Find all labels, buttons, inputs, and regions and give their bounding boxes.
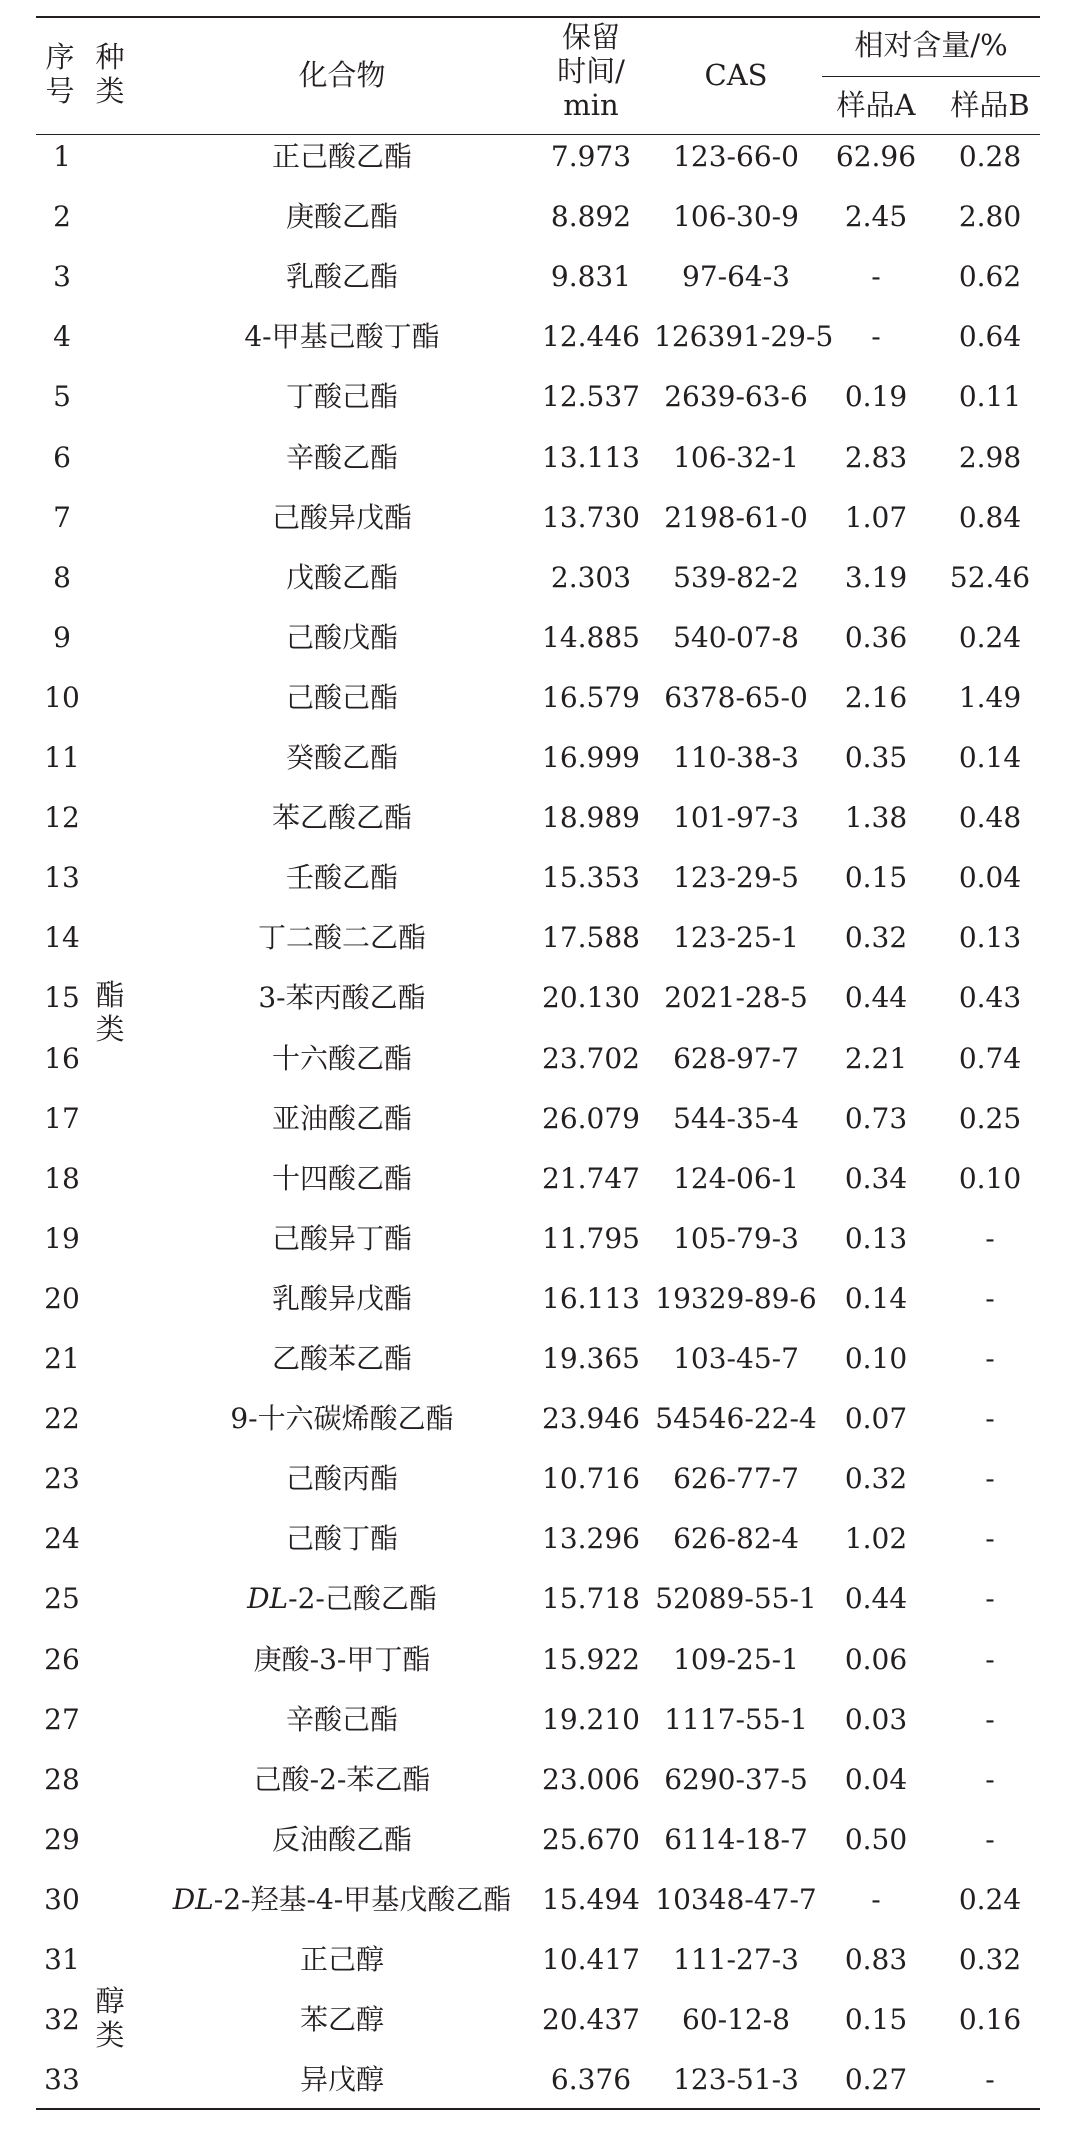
compound-label: 辛酸己酯 — [285, 1703, 398, 1736]
compound-label: 己酸己酯 — [285, 681, 398, 714]
row-number: 10 — [44, 681, 80, 714]
compound-name — [140, 1402, 544, 1436]
cas-number: 6378-65-0 — [664, 681, 808, 714]
compound-label: 乳酸异戊酯 — [271, 1282, 412, 1315]
category-esters-line1: 酯 — [95, 978, 125, 1012]
header-retention-line1: 保留 — [561, 20, 620, 54]
compound-name — [140, 1763, 544, 1797]
row-number: 32 — [44, 2003, 80, 2036]
row-number: 8 — [53, 561, 71, 594]
compound-label: 十四酸乙酯 — [271, 1162, 412, 1195]
compound-label: 庚酸-3-甲丁酯 — [253, 1643, 431, 1676]
retention-time: 17.588 — [542, 921, 640, 954]
sample-b-value: - — [985, 1402, 995, 1435]
compound-label: 己酸异丁酯 — [271, 1222, 412, 1255]
compound-name — [140, 200, 544, 234]
retention-time: 20.130 — [542, 981, 640, 1014]
cas-number: 10348-47-7 — [655, 1883, 817, 1916]
cas-number: 103-45-7 — [673, 1342, 799, 1375]
sample-a-value: 0.04 — [844, 1763, 908, 1796]
cas-number: 539-82-2 — [673, 561, 799, 594]
retention-time: 21.747 — [542, 1162, 640, 1195]
cas-number: 628-97-7 — [673, 1042, 799, 1075]
row-number: 22 — [44, 1402, 80, 1435]
sample-b-value: 0.64 — [958, 320, 1022, 353]
cas-number: 6290-37-5 — [664, 1763, 808, 1796]
row-number: 7 — [53, 501, 71, 534]
sample-b-value: - — [985, 1823, 995, 1856]
row-number: 5 — [53, 380, 71, 413]
sample-b-value: - — [985, 2063, 995, 2096]
cas-number: 106-32-1 — [673, 441, 799, 474]
compound-name — [140, 1643, 544, 1677]
sample-a-value: 2.45 — [844, 200, 908, 233]
header-seq-line2: 号 — [45, 74, 75, 108]
compound-name — [140, 741, 544, 775]
category-esters-line2: 类 — [95, 1012, 125, 1046]
sample-a-value: 0.83 — [844, 1943, 908, 1976]
cas-number: 544-35-4 — [673, 1102, 799, 1135]
sample-a-value: 0.36 — [844, 621, 908, 654]
compound-name — [140, 921, 544, 955]
sample-b-value: - — [985, 1282, 995, 1315]
sample-b-value: 0.28 — [958, 140, 1022, 173]
compound-label: 己酸-2-苯乙酯 — [253, 1763, 431, 1796]
header-cas: CAS — [704, 58, 768, 92]
retention-time: 13.113 — [542, 441, 640, 474]
compound-name — [140, 1883, 544, 1917]
sample-b-value: 0.25 — [958, 1102, 1022, 1135]
cas-number: 124-06-1 — [673, 1162, 799, 1195]
row-number: 2 — [53, 200, 71, 233]
sample-b-value: 0.16 — [958, 2003, 1022, 2036]
cas-number: 109-25-1 — [673, 1643, 799, 1676]
retention-time: 8.892 — [550, 200, 632, 233]
compound-label: 丁二酸二乙酯 — [257, 921, 426, 954]
row-number: 26 — [44, 1643, 80, 1676]
sample-b-value: - — [985, 1763, 995, 1796]
row-number: 16 — [44, 1042, 80, 1075]
cas-number: 6114-18-7 — [664, 1823, 808, 1856]
retention-time: 15.494 — [542, 1883, 640, 1916]
sample-b-value: 2.98 — [958, 441, 1022, 474]
row-number: 4 — [53, 320, 71, 353]
compound-name — [140, 1582, 544, 1616]
cas-number: 1117-55-1 — [664, 1703, 808, 1736]
retention-time: 2.303 — [550, 561, 632, 594]
compound-prefix: DL — [172, 1883, 214, 1916]
retention-time: 11.795 — [542, 1222, 640, 1255]
compound-name — [140, 621, 544, 655]
sample-b-value: 0.24 — [958, 621, 1022, 654]
compound-label: -2-羟基-4-甲基戊酸乙酯 — [213, 1883, 512, 1916]
sample-a-value: 0.15 — [844, 861, 908, 894]
sample-a-value: 62.96 — [835, 140, 917, 173]
header-retention-line3: min — [563, 88, 619, 122]
retention-time: 16.113 — [542, 1282, 640, 1315]
sample-a-value: 0.44 — [844, 1582, 908, 1615]
compound-label: -2-己酸乙酯 — [288, 1582, 437, 1615]
cas-number: 2021-28-5 — [664, 981, 808, 1014]
compound-label: 辛酸乙酯 — [285, 441, 398, 474]
sample-b-value: 0.62 — [958, 260, 1022, 293]
compound-label: 庚酸乙酯 — [285, 200, 398, 233]
compound-name — [140, 1222, 544, 1256]
sample-a-value: 1.07 — [844, 501, 908, 534]
sample-b-value: - — [985, 1462, 995, 1495]
sample-a-value: 0.13 — [844, 1222, 908, 1255]
cas-number: 111-27-3 — [673, 1943, 799, 1976]
header-seq — [40, 40, 80, 108]
compound-name — [140, 561, 544, 595]
row-number: 14 — [44, 921, 80, 954]
sample-a-value: 0.07 — [844, 1402, 908, 1435]
compound-name — [140, 2063, 544, 2097]
header-seq-line1: 序 — [45, 40, 75, 74]
cas-number: 110-38-3 — [673, 741, 799, 774]
compound-label: 反油酸乙酯 — [271, 1823, 412, 1856]
retention-time: 23.946 — [542, 1402, 640, 1435]
sample-a-value: 3.19 — [844, 561, 908, 594]
cas-number: 123-29-5 — [673, 861, 799, 894]
header-sample-b: 样品B — [950, 88, 1030, 122]
cas-number: 60-12-8 — [682, 2003, 790, 2036]
sample-a-value: 0.06 — [844, 1643, 908, 1676]
compound-name — [140, 320, 544, 354]
header-rule — [36, 134, 1040, 135]
sample-a-value: 2.21 — [844, 1042, 908, 1075]
compound-name — [140, 140, 544, 174]
sample-a-value: 2.16 — [844, 681, 908, 714]
sample-a-value: 0.44 — [844, 981, 908, 1014]
sample-a-value: 0.15 — [844, 2003, 908, 2036]
retention-time: 15.353 — [542, 861, 640, 894]
sample-a-value: - — [871, 320, 881, 353]
compound-name — [140, 441, 544, 475]
compound-label: 正己醇 — [299, 1943, 384, 1976]
retention-time: 23.006 — [542, 1763, 640, 1796]
row-number: 19 — [44, 1222, 80, 1255]
compound-name — [140, 1462, 544, 1496]
compound-name — [140, 981, 544, 1015]
retention-time: 12.446 — [542, 320, 640, 353]
cas-number: 2198-61-0 — [664, 501, 808, 534]
cas-number: 2639-63-6 — [664, 380, 808, 413]
header-category-line1: 种 — [95, 40, 125, 74]
retention-time: 20.437 — [542, 2003, 640, 2036]
top-rule — [36, 16, 1040, 18]
compound-name — [140, 801, 544, 835]
sample-b-value: 52.46 — [949, 561, 1031, 594]
retention-time: 6.376 — [550, 2063, 632, 2096]
retention-time: 19.210 — [542, 1703, 640, 1736]
sample-a-value: - — [871, 1883, 881, 1916]
sample-b-value: 0.24 — [958, 1883, 1022, 1916]
retention-time: 15.922 — [542, 1643, 640, 1676]
header-retention-line2: 时间/ — [557, 54, 625, 88]
compound-label: 丁酸己酯 — [285, 380, 398, 413]
row-number: 3 — [53, 260, 71, 293]
row-number: 29 — [44, 1823, 80, 1856]
sample-b-value: 0.04 — [958, 861, 1022, 894]
compound-name — [140, 681, 544, 715]
row-number: 17 — [44, 1102, 80, 1135]
cas-number: 123-25-1 — [673, 921, 799, 954]
sample-a-value: 0.35 — [844, 741, 908, 774]
cas-number: 19329-89-6 — [655, 1282, 817, 1315]
cas-number: 54546-22-4 — [655, 1402, 817, 1435]
sample-b-value: 0.84 — [958, 501, 1022, 534]
sample-b-value: 0.74 — [958, 1042, 1022, 1075]
row-number: 12 — [44, 801, 80, 834]
sample-a-value: 0.50 — [844, 1823, 908, 1856]
subheader-rule — [822, 76, 1040, 77]
row-number: 31 — [44, 1943, 80, 1976]
compound-name — [140, 861, 544, 895]
header-compound: 化合物 — [298, 58, 386, 92]
retention-time: 16.579 — [542, 681, 640, 714]
row-number: 18 — [44, 1162, 80, 1195]
cas-number: 123-66-0 — [673, 140, 799, 173]
cas-number: 106-30-9 — [673, 200, 799, 233]
header-retention — [536, 20, 646, 122]
retention-time: 23.702 — [542, 1042, 640, 1075]
retention-time: 10.417 — [542, 1943, 640, 1976]
retention-time: 19.365 — [542, 1342, 640, 1375]
row-number: 30 — [44, 1883, 80, 1916]
compound-label: 戊酸乙酯 — [285, 561, 398, 594]
sample-a-value: 1.02 — [844, 1522, 908, 1555]
sample-b-value: 1.49 — [958, 681, 1022, 714]
compound-name — [140, 501, 544, 535]
row-number: 33 — [44, 2063, 80, 2096]
cas-number: 105-79-3 — [673, 1222, 799, 1255]
sample-b-value: 0.11 — [958, 380, 1022, 413]
cas-number: 97-64-3 — [682, 260, 790, 293]
compound-label: 亚油酸乙酯 — [271, 1102, 412, 1135]
compound-label: 苯乙酸乙酯 — [271, 801, 412, 834]
sample-b-value: 0.43 — [958, 981, 1022, 1014]
sample-a-value: 2.83 — [844, 441, 908, 474]
sample-b-value: - — [985, 1643, 995, 1676]
row-number: 20 — [44, 1282, 80, 1315]
sample-a-value: - — [871, 260, 881, 293]
compound-name — [140, 260, 544, 294]
cas-number: 52089-55-1 — [655, 1582, 817, 1615]
cas-number: 626-82-4 — [673, 1522, 799, 1555]
header-relative: 相对含量/% — [854, 28, 1008, 62]
compound-label: 苯乙醇 — [299, 2003, 384, 2036]
compound-name — [140, 1162, 544, 1196]
compound-label: 9-十六碳烯酸乙酯 — [230, 1402, 454, 1435]
sample-a-value: 0.27 — [844, 2063, 908, 2096]
compound-label: 4-甲基己酸丁酯 — [244, 320, 440, 353]
sample-b-value: - — [985, 1703, 995, 1736]
sample-a-value: 0.32 — [844, 921, 908, 954]
retention-time: 14.885 — [542, 621, 640, 654]
compound-name — [140, 380, 544, 414]
category-alcohols-line2: 类 — [95, 2018, 125, 2052]
retention-time: 9.831 — [550, 260, 632, 293]
sample-b-value: 2.80 — [958, 200, 1022, 233]
sample-b-value: 0.48 — [958, 801, 1022, 834]
sample-b-value: 0.13 — [958, 921, 1022, 954]
compound-label: 3-苯丙酸乙酯 — [258, 981, 426, 1014]
compound-label: 己酸异戊酯 — [271, 501, 412, 534]
sample-a-value: 0.03 — [844, 1703, 908, 1736]
retention-time: 13.296 — [542, 1522, 640, 1555]
retention-time: 18.989 — [542, 801, 640, 834]
sample-b-value: 0.10 — [958, 1162, 1022, 1195]
sample-a-value: 0.32 — [844, 1462, 908, 1495]
retention-time: 13.730 — [542, 501, 640, 534]
category-alcohols — [90, 1984, 130, 2052]
compound-name — [140, 1823, 544, 1857]
compound-label: 正己酸乙酯 — [271, 140, 412, 173]
cas-number: 540-07-8 — [673, 621, 799, 654]
sample-a-value: 0.34 — [844, 1162, 908, 1195]
row-number: 13 — [44, 861, 80, 894]
compound-label: 己酸戊酯 — [285, 621, 398, 654]
row-number: 24 — [44, 1522, 80, 1555]
sample-b-value: 0.32 — [958, 1943, 1022, 1976]
compound-label: 异戊醇 — [299, 2063, 384, 2096]
compound-name — [140, 1522, 544, 1556]
row-number: 1 — [53, 140, 71, 173]
compound-label: 乳酸乙酯 — [285, 260, 398, 293]
sample-b-value: - — [985, 1342, 995, 1375]
sample-b-value: 0.14 — [958, 741, 1022, 774]
row-number: 27 — [44, 1703, 80, 1736]
compound-label: 癸酸乙酯 — [285, 741, 398, 774]
compound-name — [140, 1943, 544, 1977]
retention-time: 7.973 — [550, 140, 632, 173]
compound-label: 己酸丙酯 — [285, 1462, 398, 1495]
header-sample-a: 样品A — [836, 88, 916, 122]
row-number: 25 — [44, 1582, 80, 1615]
sample-b-value: - — [985, 1222, 995, 1255]
compound-label: 壬酸乙酯 — [285, 861, 398, 894]
cas-number: 123-51-3 — [673, 2063, 799, 2096]
compound-name — [140, 1102, 544, 1136]
compound-label: 己酸丁酯 — [285, 1522, 398, 1555]
row-number: 11 — [44, 741, 80, 774]
row-number: 21 — [44, 1342, 80, 1375]
header-category-line2: 类 — [95, 74, 125, 108]
sample-a-value: 1.38 — [844, 801, 908, 834]
bottom-rule — [36, 2108, 1040, 2110]
compound-name — [140, 1342, 544, 1376]
compound-label: 乙酸苯乙酯 — [271, 1342, 412, 1375]
cas-number: 626-77-7 — [673, 1462, 799, 1495]
row-number: 28 — [44, 1763, 80, 1796]
compound-name — [140, 1282, 544, 1316]
sample-a-value: 0.14 — [844, 1282, 908, 1315]
category-alcohols-line1: 醇 — [95, 1984, 125, 2018]
row-number: 15 — [44, 981, 80, 1014]
retention-time: 15.718 — [542, 1582, 640, 1615]
sample-a-value: 0.19 — [844, 380, 908, 413]
compound-name — [140, 1042, 544, 1076]
cas-number: 126391-29-5 — [654, 320, 834, 353]
retention-time: 16.999 — [542, 741, 640, 774]
compound-name — [140, 1703, 544, 1737]
row-number: 23 — [44, 1462, 80, 1495]
row-number: 6 — [53, 441, 71, 474]
compound-prefix: DL — [247, 1582, 289, 1615]
retention-time: 25.670 — [542, 1823, 640, 1856]
sample-a-value: 0.73 — [844, 1102, 908, 1135]
cas-number: 101-97-3 — [673, 801, 799, 834]
compound-label: 十六酸乙酯 — [271, 1042, 412, 1075]
header-category — [90, 40, 130, 108]
row-number: 9 — [53, 621, 71, 654]
sample-b-value: - — [985, 1522, 995, 1555]
compound-name — [140, 2003, 544, 2037]
retention-time: 12.537 — [542, 380, 640, 413]
sample-b-value: - — [985, 1582, 995, 1615]
retention-time: 10.716 — [542, 1462, 640, 1495]
retention-time: 26.079 — [542, 1102, 640, 1135]
category-esters — [90, 978, 130, 1046]
sample-a-value: 0.10 — [844, 1342, 908, 1375]
